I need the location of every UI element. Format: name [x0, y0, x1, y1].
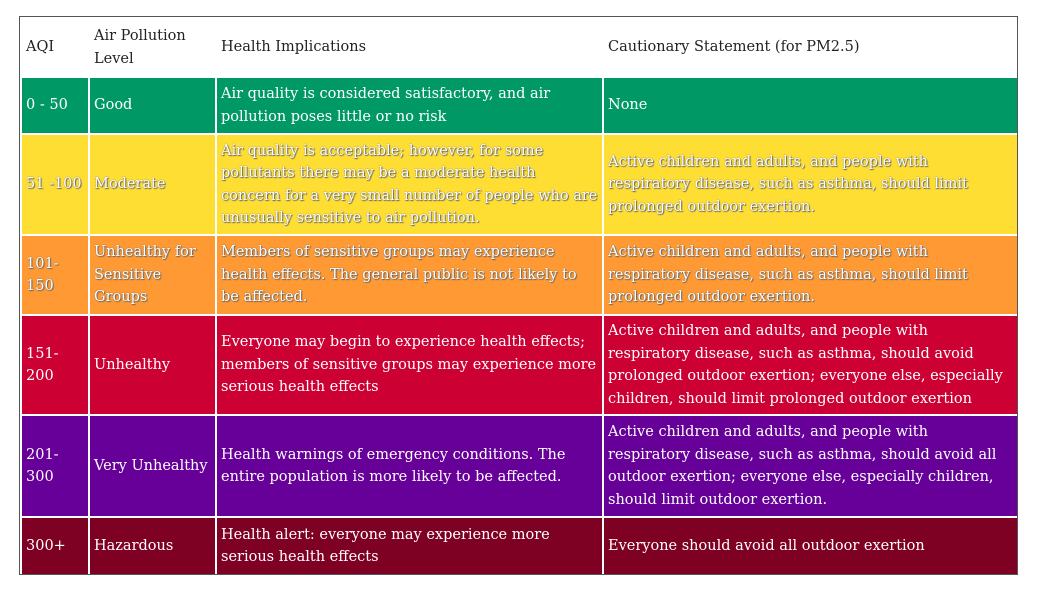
header-aqi: AQI [22, 19, 88, 76]
pollution-level: Good [90, 78, 215, 133]
cautionary-statement: Everyone should avoid all outdoor exertion [604, 518, 1017, 574]
pollution-level: Hazardous [90, 518, 215, 574]
table-header-row [22, 19, 1017, 76]
aqi-table [20, 17, 1019, 576]
table-row-good [22, 78, 1017, 133]
aqi-range: 300+ [22, 518, 88, 574]
health-implications: Air quality is considered satisfactory, and air pollution poses little or no risk [217, 78, 602, 133]
health-implications: Members of sensitive groups may experience health effects. The general public is not likely to be affected. [217, 236, 602, 314]
aqi-range: 101-150 [22, 236, 88, 314]
header-air-pollution-level: Air Pollution Level [90, 19, 215, 76]
health-implications: Health warnings of emergency conditions. The entire population is more likely to be affected. [217, 416, 602, 516]
pollution-level: Unhealthy [90, 316, 215, 414]
pollution-level: Unhealthy for Sensitive Groups [90, 236, 215, 314]
cautionary-statement: Active children and adults, and people with respiratory disease, such as asthma, should avoid all outdoor exertion; everyone else, especially children, should limit outdoor exertion. [604, 416, 1017, 516]
header-cautionary-statement: Cautionary Statement (for PM2.5) [604, 19, 1017, 76]
cautionary-statement: Active children and adults, and people with respiratory disease, such as asthma, should limit prolonged outdoor exertion. [604, 135, 1017, 234]
table-row-moderate [22, 135, 1017, 234]
table-row-very-unhealthy [22, 416, 1017, 516]
cautionary-statement: None [604, 78, 1017, 133]
table-row-hazardous [22, 518, 1017, 574]
pollution-level: Very Unhealthy [90, 416, 215, 516]
aqi-table-frame [19, 16, 1018, 575]
aqi-range: 201-300 [22, 416, 88, 516]
aqi-range: 151-200 [22, 316, 88, 414]
aqi-range: 0 - 50 [22, 78, 88, 133]
header-health-implications: Health Implications [217, 19, 602, 76]
health-implications: Air quality is acceptable; however, for some pollutants there may be a moderate health concern for a very small number of people who are unusually sensitive to air pollution. [217, 135, 602, 234]
cautionary-statement: Active children and adults, and people with respiratory disease, such as asthma, should limit prolonged outdoor exertion. [604, 236, 1017, 314]
table-row-unhealthy-sensitive [22, 236, 1017, 314]
table-row-unhealthy [22, 316, 1017, 414]
pollution-level: Moderate [90, 135, 215, 234]
health-implications: Health alert: everyone may experience more serious health effects [217, 518, 602, 574]
cautionary-statement: Active children and adults, and people with respiratory disease, such as asthma, should avoid prolonged outdoor exertion; everyone else, especially children, should limit prolonged outdoor exertion [604, 316, 1017, 414]
health-implications: Everyone may begin to experience health effects; members of sensitive groups may experience more serious health effects [217, 316, 602, 414]
aqi-range: 51 -100 [22, 135, 88, 234]
